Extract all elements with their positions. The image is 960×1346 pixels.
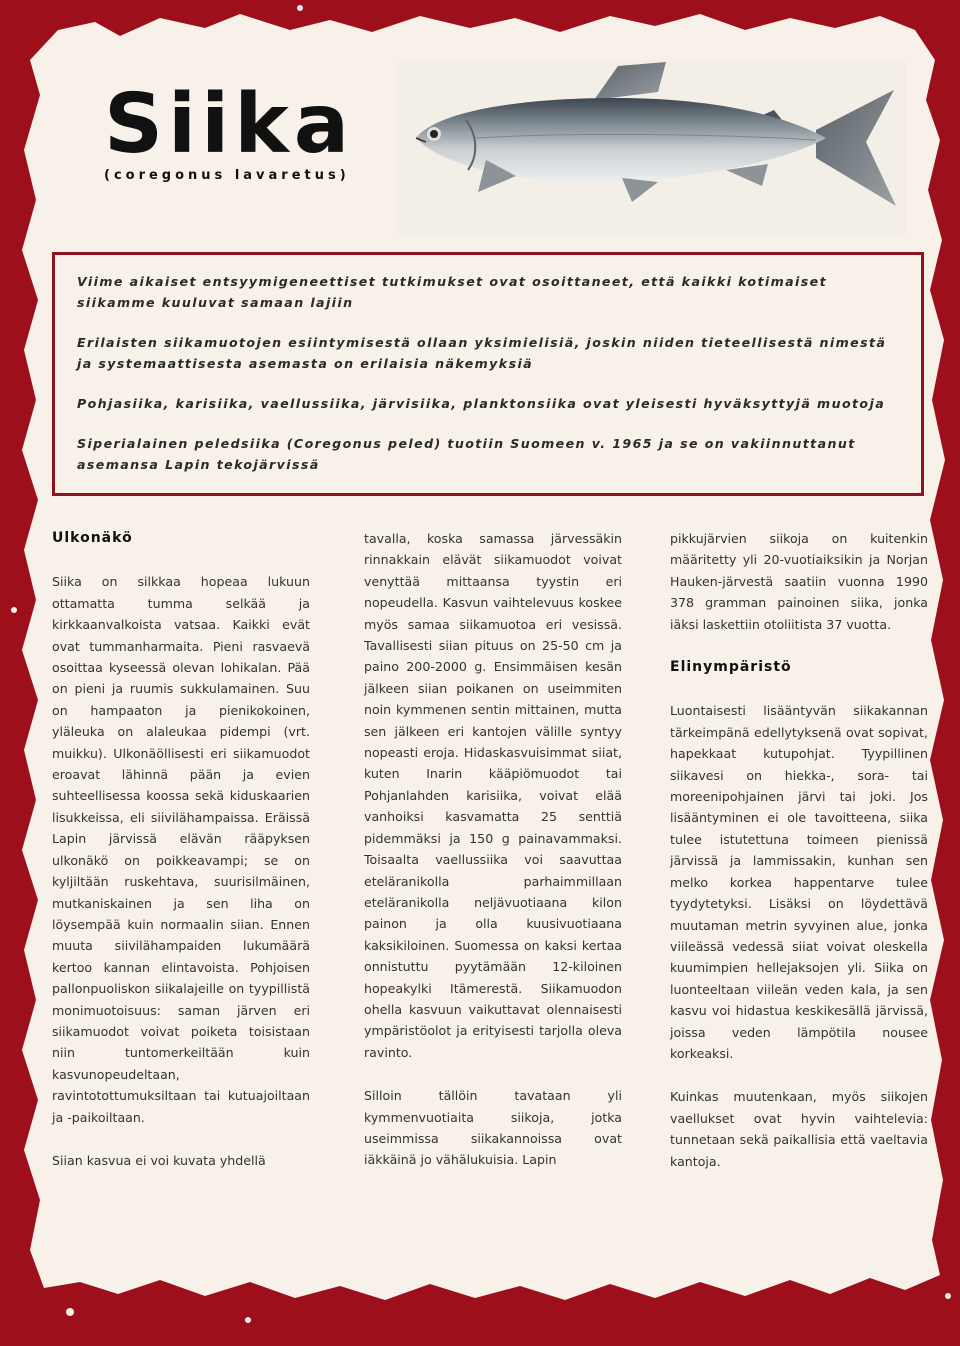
fact-forms: Pohjasiika, karisiika, vaellussiika, järvisiika, planktonsiika ovat yleisesti hyväksyttyjä muotoja: [77, 396, 886, 411]
fact-naming: Erilaisten siikamuotojen esiintymisestä ollaan yksimielisiä, joskin niiden tieteellisestä nimestä ja systemaattisesta asemasta on erilaisia näkemyksiä: [77, 335, 887, 371]
key-facts-box: [52, 252, 924, 496]
fact-species: Viime aikaiset entsyymigeneettiset tutkimukset ovat osoittaneet, että kaikki kotimaiset siikamme kuuluvat samaan lajiin: [77, 274, 828, 310]
paragraph-age-cont: pikkujärvien siikoja on kuitenkin määritetty yli 20-vuotiaiksikin ja Norjan Hauken-järvestä saatiin vuonna 1990 378 gramman painoinen siika, jonka iäksi laskettiin otoliitista 37 vuotta.: [670, 531, 928, 632]
text-column-1: [52, 528, 310, 1193]
paragraph-growth-start: Siian kasvua ei voi kuvata yhdellä: [52, 1152, 266, 1168]
paragraph-habitat: Luontaisesti lisääntyvän siikakannan tärkeimpänä edellytyksenä ovat sopivat, hapekkaat kutupohjat. Tyypillinen siikavesi on hiekka-, sora- tai moreenipohjainen järvi tai joki. Jos lisääntyminen ei ole tavoitteena, siika tulee istutettuna toimeen pienissä järvissä ja lammissakin, kunhan sen melko korkea happentarve tulee tyydytetyksi. Lisäksi on löydettävä muutaman metrin syvyinen alue, jonka viileässä vedessä siiat voivat oleskella kuumimpien hellejaksojen yli. Siika on luonteeltaan viileän veden kala, ja sen kasvu voi hidastua keskikesällä järvissä, joissa veden lämpötila nousee korkeaksi.: [670, 703, 928, 1061]
paragraph-growth: tavalla, koska samassa järvessäkin rinnakkain elävät siikamuodot voivat venyttää mittaansa tyystin eri nopeudella. Kasvun vaihtelevuus koskee myös samaa siikamuotoa eri vesissä. Tavallisesti siian pituus on 25-50 cm ja paino 200-2000 g. Ensimmäisen kesän jälkeen siian poikanen on useimmiten noin kymmenen sentin mittainen, mutta sen jälkeen eri kantojen välille syntyy nopeasti eroja. Hidaskasvuisimmat siiat, kuten Inarin kääpiömuodot tai Pohjanlahden karisiika, voivat elää vanhoiksi kasvamatta 25 senttiä pidemmäksi ja 150 g painavammaksi. Toisaalta vaellussiika voi saavuttaa eteläranikolla parhaimmillaan eteläranikolla neljävuotiaana kilon painon ja olla kuusivuotiaana kaksikiloinen. Suomessa on kaksi kertaa onnistuttu pyytämään 12-kiloinen hopeakylki Itämerestä. Siikamuodon ohella kasvuun vaikuttavat olennaisesti ympäristöolot ja erityisesti tarjolla oleva ravinto.: [364, 531, 622, 1060]
page-subtitle: (coregonus lavaretus): [104, 168, 350, 183]
fish-illustration: [396, 60, 906, 236]
text-column-2: [364, 528, 622, 1193]
paragraph-appearance: Siika on silkkaa hopeaa lukuun ottamatta tumma selkää ja kirkkaanvalkoista vatsaa. Kaikki evät ovat tummanharmaita. Pieni rasvaevä osoittaa kyseessä olevan lohikalan. Pää on pieni ja ruumis sukkulamainen. Suu on hampaaton ja pienikokoinen, yläleuka on alaleukaa pidempi (vrt. muikku). Ulkonäöllisesti eri siikamuodot eroavat lähinnä pään ja evien suhteellisessa koossa sekä kiduskaarien lisukkeissa, eli siivilähampaissa. Eräissä Lapin järvissä elävän rääpyksen ulkonäkö on poikkeavampi; se on kyljiltään ruskehtava, suurisilmäinen, mutkaniskainen ja sen liha on löysempää kuin normaalin siian. Ennen muuta siivilähampaiden lukumäärä kertoo kannan elintavoista. Pohjoisen pallonpuoliskon siikalajeille on tyypillistä monimuotoisuus: saman järven eri siikamuodot voivat poiketa toisistaan niin tuntomerkeiltään kuin kasvunopeudeltaan, ravintotottumuksiltaan tai kutuajoiltaan ja -paikoiltaan.: [52, 574, 310, 1125]
text-column-3: [670, 528, 928, 1194]
section-heading-habitat: Elinympäristö: [670, 659, 792, 676]
page-title: Siika: [104, 77, 355, 172]
fact-peled: Siperialainen peledsiika (Coregonus peled) tuotiin Suomeen v. 1965 ja se on vakiinnuttanut asemansa Lapin tekojärvissä: [77, 436, 856, 472]
section-heading-appearance: Ulkonäkö: [52, 530, 133, 546]
paragraph-age: Silloin tällöin tavataan yli kymmenvuotiaita siikoja, jotka useimmissa siikakannoissa ovat iäkkäinä jo vähälukuisia. Lapin: [364, 1088, 622, 1168]
whitefish-photo: [396, 60, 906, 236]
paragraph-migration: Kuinkas muutenkaan, myös siikojen vaellukset ovat hyvin vaihtelevia: tunnetaan sekä paikallisia että vaeltavia kantoja.: [670, 1089, 928, 1169]
